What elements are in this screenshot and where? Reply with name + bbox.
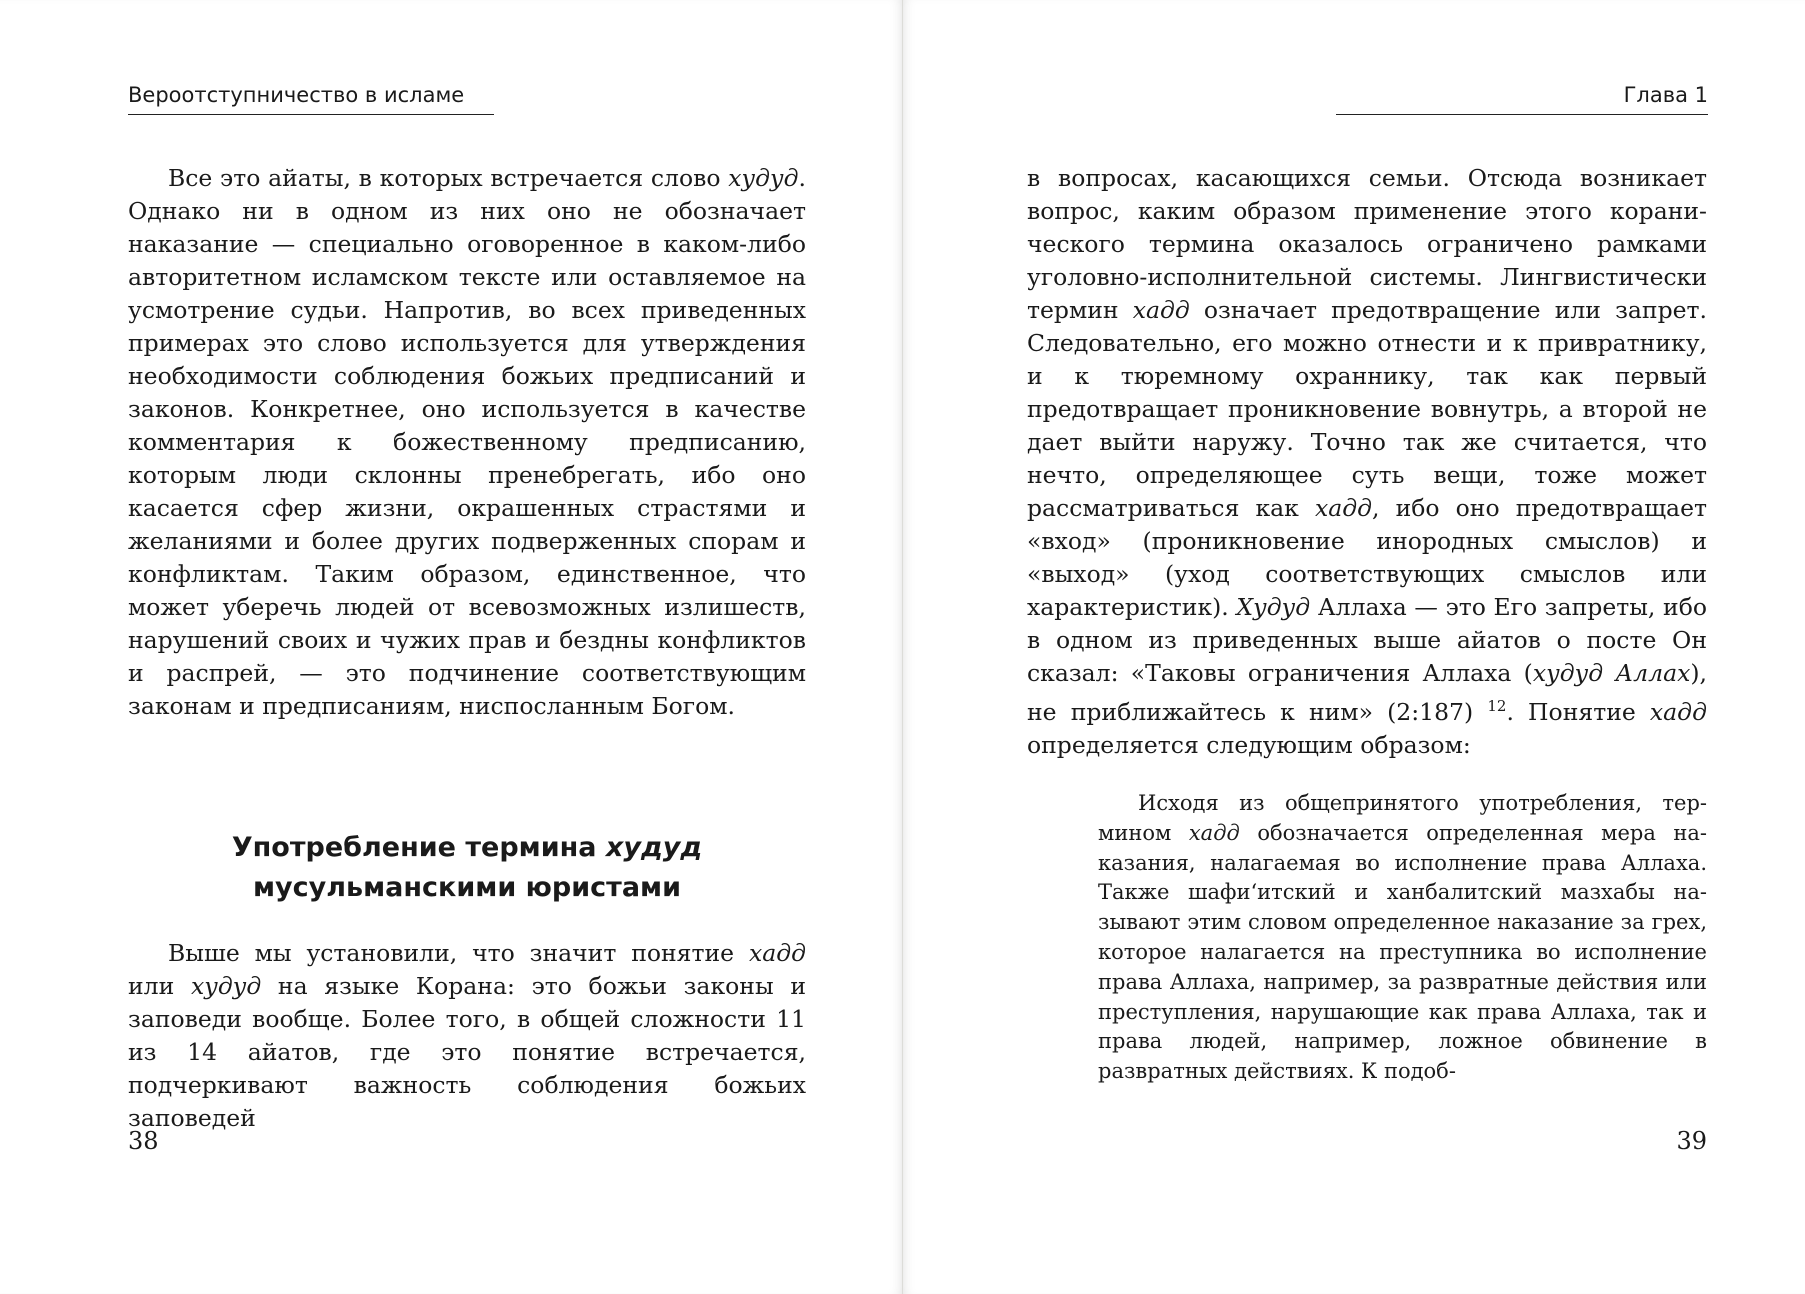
italic-term: хадд (1132, 296, 1190, 324)
text-run: обозначается определенная мера наказания, налагаемая во исполнение права Аллаха. Также шафи‘итский и ханбалитский мазхабы называют этим словом определенное наказание за грех, которое налагается на преступника во исполнение права Аллаха, например, за развратные действия или преступления, нарушающие как права Аллаха, так и права людей, например, ложное обвинение в развратных действиях. К подоб- (1098, 820, 1707, 1084)
left-page (0, 0, 902, 1294)
footnote-reference: 12 (1487, 697, 1507, 715)
text-run: Исходя из общепринятого употребления, термином (1098, 791, 1707, 845)
text-run: или (128, 972, 191, 1000)
left-paragraph-1 (128, 162, 806, 723)
text-run: в вопросах, касающихся семьи. Отсюда возникает вопрос, каким образом применение этого коранического термина оказалось ограничено рамками уголовно-исполнительной системы. Лингвистически термин (1027, 164, 1707, 324)
text-run: Выше мы установили, что значит понятие (168, 939, 749, 967)
page-number-left: 38 (128, 1127, 159, 1155)
text-run: , ибо оно предотвращает «вход» (проникновение инородных смыслов) и «выход» (уход соответствующих смыслов или характеристик). (1027, 494, 1707, 621)
italic-term: хадд (1188, 820, 1240, 845)
left-paragraph-2 (128, 937, 806, 1135)
italic-term: худуд Аллах (1532, 659, 1691, 687)
text-run: означает предотвращение или запрет. Следовательно, его можно отнести и к привратнику, и к тюремному охраннику, так как первый предотвращает проникновение вовнутрь, а второй не дает выйти наружу. Точно так же считается, что нечто, определяющее суть вещи, тоже может рассматриваться как (1027, 296, 1707, 522)
page-number-right: 39 (1676, 1127, 1707, 1155)
italic-term: худуд (728, 164, 799, 192)
section-heading (128, 828, 806, 908)
italic-term: хадд (1314, 494, 1373, 522)
heading-line-2: мусульманскими юристами (252, 872, 682, 903)
text-run: Аллаха — это Его запреты, ибо в одном из приведенных выше айатов о посте Он сказал: «Таковы ограничения Аллаха ( (1027, 593, 1707, 687)
heading-line-1-term: худуд (605, 832, 703, 863)
text-run: . Однако ни в одном из них оно не обозначает наказание — специально оговоренное в каком-либо авторитетном исламском тексте или оставляемое на усмотрение судьи. Напротив, во всех приведенных примерах это слово используется для утверждения необходимости соблюдения божьих предписаний и законов. Конкретнее, оно используется в качестве комментария к божественному предписанию, которым люди склонны пренебрегать, ибо оно касается сфер жизни, окрашенных страстями и желаниями и более других подверженных спорам и конфликтам. Таким образом, единственное, что может уберечь людей от всевозможных излишеств, нарушений своих и чужих прав и бездны конфликтов и распрей, — это подчинение соответствующим законам и предписаниям, ниспосланным Богом. (128, 164, 806, 720)
block-quote (1098, 789, 1707, 1087)
text-run: ), не приближайтесь к ним» (2:187) (1027, 659, 1707, 726)
text-run: на языке Корана: это божьи законы и заповеди вообще. Более того, в общей сложности 11 из 14 айатов, где это понятие встречается, подчеркивают важность соблюдения божьих заповедей (128, 972, 806, 1132)
running-head-right: Глава 1 (1336, 82, 1708, 115)
italic-term: хадд (748, 939, 806, 967)
italic-term: Худуд (1236, 593, 1311, 621)
italic-term: худуд (190, 972, 262, 1000)
text-run: . Понятие (1506, 697, 1650, 726)
text-run: определяется следующим образом: (1027, 730, 1471, 759)
right-page (903, 0, 1805, 1294)
heading-line-1-text: Употребление термина (231, 832, 606, 863)
right-paragraph-1 (1027, 162, 1707, 762)
running-head-left: Вероотступничество в исламе (128, 82, 494, 115)
italic-term: хадд (1649, 697, 1707, 726)
text-run: Все это айаты, в которых встречается слово (168, 164, 729, 192)
